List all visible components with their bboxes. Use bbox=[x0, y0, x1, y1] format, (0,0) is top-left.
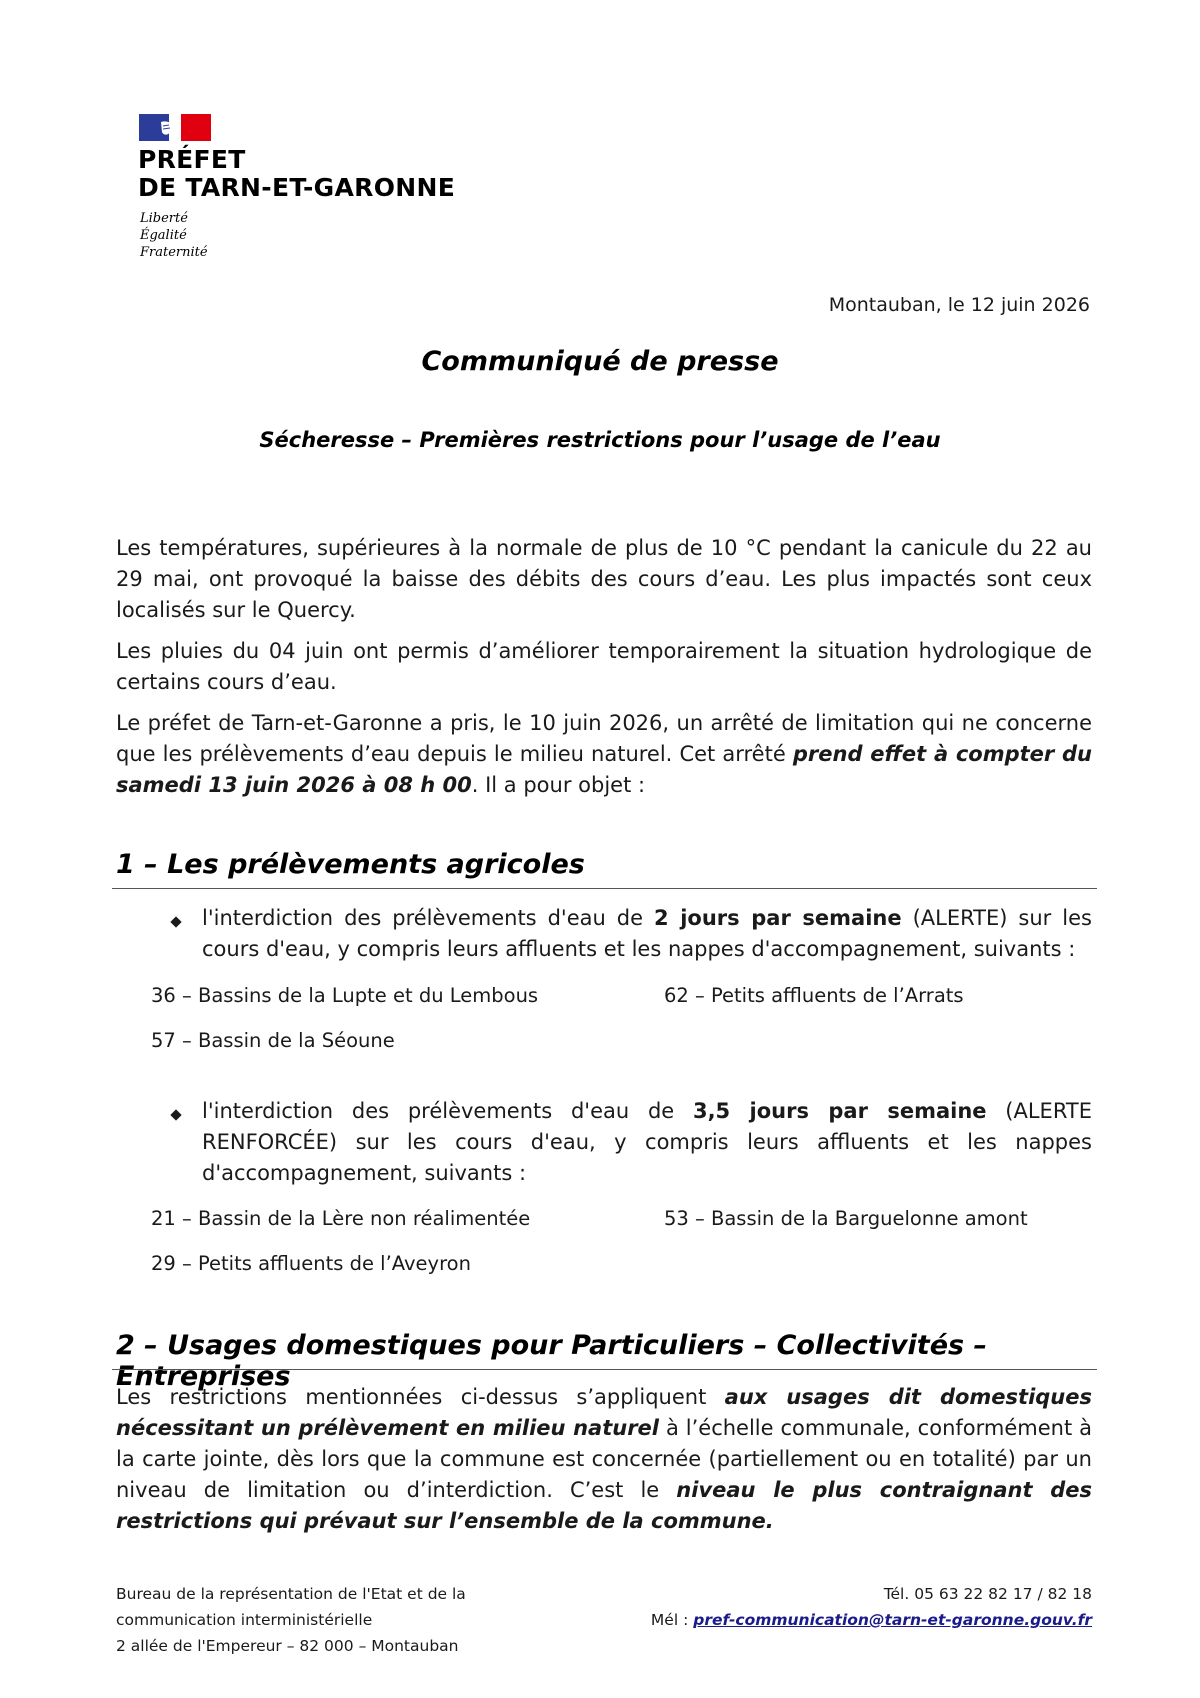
bullet-1-text bbox=[202, 903, 1092, 965]
document-type-title bbox=[0, 346, 1200, 377]
section-2-paragraph bbox=[116, 1382, 1092, 1537]
intro-p3-effective-date: prend effet à compter du samedi 13 juin 2026 à 08 h 00 bbox=[116, 742, 1092, 797]
bullet-2-text bbox=[202, 1096, 1092, 1189]
section-2-bold-2: niveau le plus contraignant des restrictions qui prévaut sur l’ensemble de la commune. bbox=[116, 1478, 1092, 1533]
footer-office-line-1: Bureau de la représentation de l'Etat et de la bbox=[116, 1585, 466, 1603]
intro-p3-text: Le préfet de Tarn-et-Garonne a pris, le 10 juin 2026, un arrêté de limitation qui ne concerne que les prélèvements d’eau depuis le milieu naturel. Cet arrêté bbox=[116, 711, 1092, 766]
basin-item: 29 – Petits affluents de l’Aveyron bbox=[151, 1252, 471, 1275]
footer-address bbox=[116, 1581, 466, 1659]
org-line-1: PRÉFET bbox=[138, 145, 246, 174]
footer-contact bbox=[651, 1581, 1092, 1633]
intro-paragraph-1: Les températures, supérieures à la normale de plus de 10 °C pendant la canicule du 22 au 29 mai, ont provoqué la baisse des débits des cours d’eau. Les plus impactés sont ceux localisés sur le Quercy. bbox=[116, 536, 1092, 622]
section-2-bold-1: aux usages dit domestiques nécessitant un prélèvement en milieu naturel bbox=[116, 1385, 1092, 1440]
section-1-heading: 1 – Les prélèvements agricoles bbox=[116, 849, 585, 880]
bullet-1-after: (ALERTE) sur les cours d'eau, y compris leurs affluents et les nappes d'accompagnement, suivants : bbox=[202, 906, 1092, 961]
bullet-1-bold: 2 jours par semaine bbox=[654, 906, 902, 930]
footer-mail-label: Mél : bbox=[650, 1611, 694, 1629]
date-line: Montauban, le 12 juin 2026 bbox=[828, 294, 1090, 316]
republic-motto bbox=[140, 210, 208, 261]
intro-paragraph-2: Les pluies du 04 juin ont permis d’améliorer temporairement la situation hydrologique de certains cours d’eau. bbox=[116, 639, 1092, 694]
intro-paragraph-3 bbox=[116, 708, 1092, 801]
motto-egalite: Égalité bbox=[140, 228, 187, 243]
footer-email-link[interactable]: pref-communication@tarn-et-garonne.gouv.fr bbox=[693, 1611, 1092, 1629]
marianne-flag-logo bbox=[139, 114, 211, 141]
basin-item: 57 – Bassin de la Séoune bbox=[151, 1029, 395, 1052]
basin-item: 36 – Bassins de la Lupte et du Lembous bbox=[151, 984, 539, 1007]
basin-item: 53 – Bassin de la Barguelonne amont bbox=[664, 1207, 1028, 1230]
footer-phone: Tél. 05 63 22 82 17 / 82 18 bbox=[883, 1585, 1092, 1603]
bullet-diamond-icon bbox=[170, 916, 181, 927]
bullet-diamond-icon bbox=[170, 1109, 181, 1120]
section-2-heading: 2 – Usages domestiques pour Particuliers – Collectivités – Entreprises bbox=[116, 1330, 988, 1392]
basin-item: 62 – Petits affluents de l’Arrats bbox=[664, 984, 964, 1007]
basin-item: 21 – Bassin de la Lère non réalimentée bbox=[151, 1207, 531, 1230]
prefecture-name bbox=[138, 146, 455, 202]
org-line-2: DE TARN-ET-GARONNE bbox=[138, 173, 456, 202]
bullet-1-before: l'interdiction des prélèvements d'eau de bbox=[202, 906, 654, 930]
intro-p3-end: . Il a pour objet : bbox=[471, 773, 646, 797]
section-2-rule bbox=[112, 1369, 1097, 1370]
bullet-2-after: (ALERTE RENFORCÉE) sur les cours d'eau, y compris leurs affluents et les nappes d'accompagnement, suivants : bbox=[202, 1099, 1092, 1185]
section-2-text-2: à l’échelle communale, conformément à la carte jointe, dès lors que la commune est concernée (partiellement ou en totalité) par un niveau de limitation ou d’interdiction. C’est le bbox=[116, 1416, 1093, 1502]
document-subject: Sécheresse – Premières restrictions pour l’usage de l’eau bbox=[259, 428, 941, 452]
section-1-rule bbox=[112, 888, 1097, 889]
bullet-2-before: l'interdiction des prélèvements d'eau de bbox=[202, 1099, 693, 1123]
footer-office-line-2: communication interministérielle bbox=[116, 1611, 373, 1629]
footer-street-address: 2 allée de l'Empereur – 82 000 – Montauban bbox=[116, 1637, 459, 1655]
bullet-2-bold: 3,5 jours par semaine bbox=[692, 1099, 987, 1123]
document-type-text: Communiqué de presse bbox=[421, 346, 779, 377]
section-2-text-1: Les restrictions mentionnées ci-dessus s’appliquent bbox=[116, 1385, 725, 1409]
motto-fraternite: Fraternité bbox=[140, 245, 208, 260]
motto-liberte: Liberté bbox=[140, 211, 188, 226]
